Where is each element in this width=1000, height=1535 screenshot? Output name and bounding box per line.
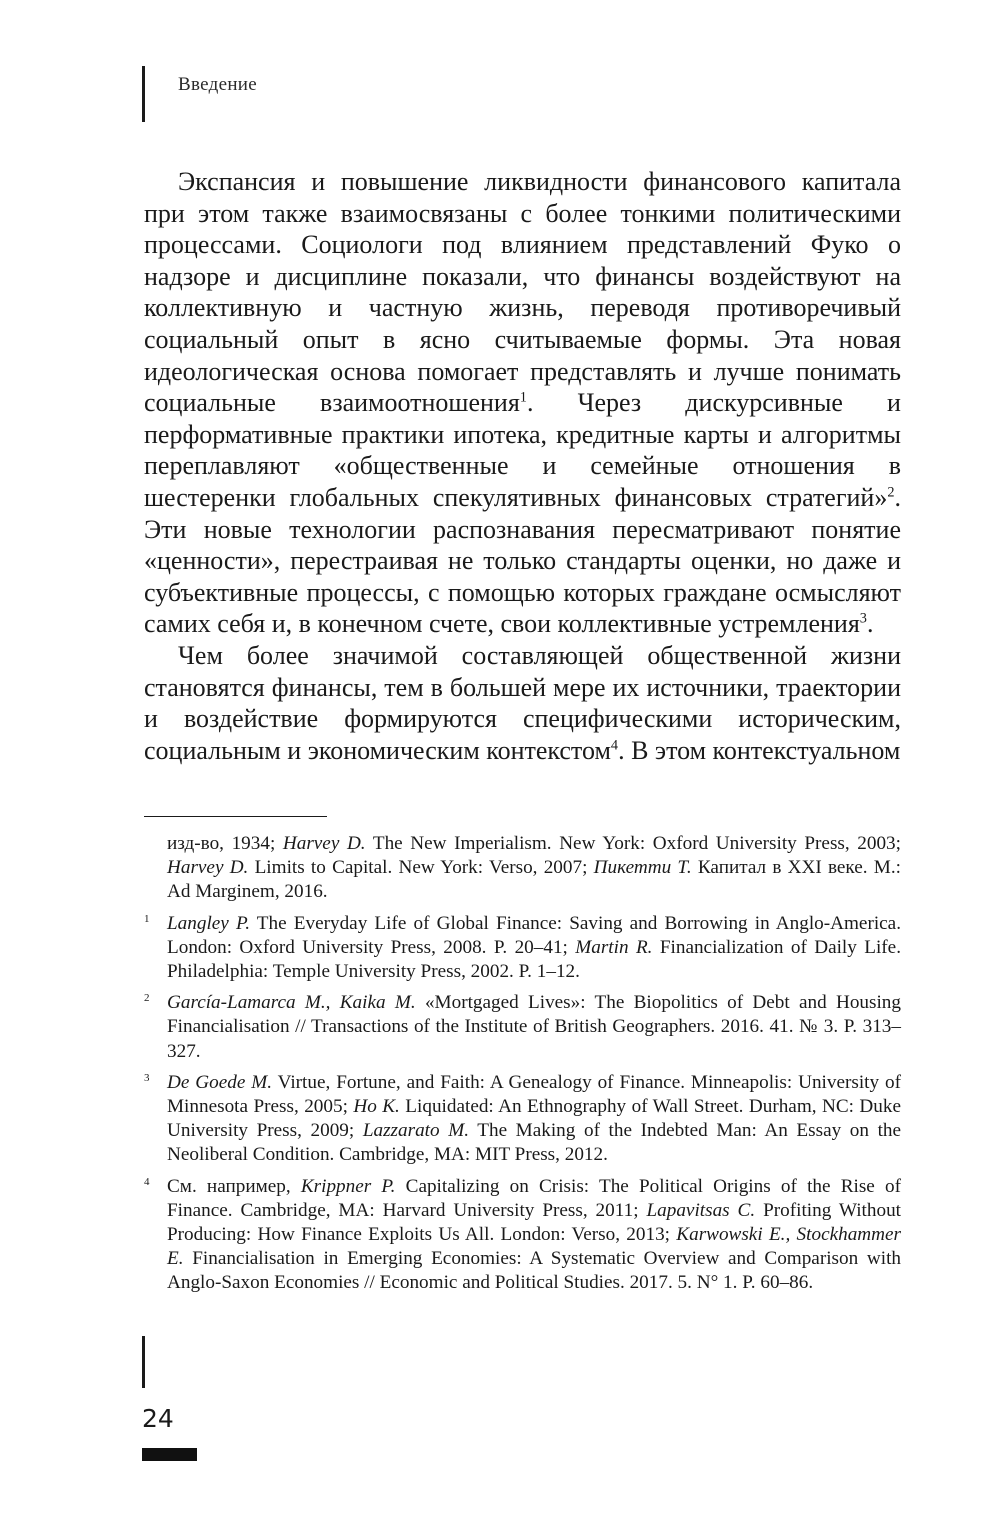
page-marker-bar — [142, 1448, 197, 1461]
footnote-number: 3 — [144, 1071, 150, 1084]
footnote-ref[interactable]: 3 — [859, 610, 867, 627]
header-rule — [142, 66, 145, 122]
footnote-ref[interactable]: 1 — [519, 389, 527, 406]
footnote-number: 2 — [144, 992, 150, 1005]
footnote: 4 См. например, Krippner P. Capitalizing on Crisis: The Political Origins of the Rise of Finance. Cambridge, MA: Harvard University Press, 2011; Lapavitsas C. Profiting Without Producing: How Finance Exploits Us All. London: Verso, 2013; Karwowski E., Stockhammer E. Financialisation in Emerging Economies: A Systematic Overview and Comparison with Anglo-Saxon Economies // Economic and Political Studies. 2017. 5. N° 1. P. 60–86. — [144, 1175, 901, 1296]
footnote-separator — [144, 816, 327, 817]
footnote: 3 De Goede M. Virtue, Fortune, and Faith: A Genealogy of Finance. Minneapolis: University of Minnesota Press, 2005; Ho K. Liquidated: An Ethnography of Wall Street. Durham, NC: Duke University Press, 2009; Lazzarato M. The Making of the Indebted Man: An Essay on the Neoliberal Condition. Cambridge, MA: MIT Press, 2012. — [144, 1071, 901, 1168]
paragraph: Чем более значимой составляющей общественной жизни становятся финансы, тем в большей мере их источники, траектории и воздействие формируются специфическими историческим, социальным и экономическим контекстом$^4$. В этом контекстуальном — [144, 640, 901, 765]
running-head: Введение — [178, 74, 257, 95]
footnote-ref[interactable]: 2 — [887, 484, 895, 501]
paragraph: Экспансия и повышение ликвидности финансового капитала при этом также взаимосвязаны с более тонкими политическими процессами. Социологи под влиянием представлений Фуко о надзоре и дисциплине показали, что финансы воздействуют на коллективную и частную жизнь, переводя противоречивый социальный опыт в ясно считываемые формы. Эта новая идеологическая основа помогает представлять и лучше понимать социальные взаимоотношения$^1$. Через дискурсивные и перформативные практики ипотека, кредитные карты и алгоритмы переплавляют «общественные и семейные отношения в шестеренки глобальных спекулятивных финансовых стратегий»$^2$. Эти новые технологии распознавания пересматривают понятие «ценности», перестраивая не только стандарты оценки, но даже и субъективные процессы, с помощью которых граждане осмысляют самих себя и, в конечном счете, свои коллективные устремления$^3$. — [144, 167, 901, 639]
footer-rule — [142, 1336, 145, 1388]
footnote: 2 García-Lamarca M., Kaika M. «Mortgaged Lives»: The Biopolitics of Debt and Housing Financialisation // Transactions of the Institute of British Geographers. 2016. 41. № 3. P. 313–327. — [144, 991, 901, 1064]
footnote: изд-во, 1934; Harvey D. The New Imperialism. New York: Oxford University Press, 2003; Harvey D. Limits to Capital. New York: Verso, 2007; Пикетти Т. Капитал в XXI веке. М.: Ad Marginem, 2016. — [167, 833, 901, 903]
footnote-number: 1 — [144, 912, 150, 925]
footnotes — [144, 832, 901, 1303]
page-number: 24 — [142, 1404, 174, 1433]
footnote-ref[interactable]: 4 — [610, 737, 619, 754]
footnote: 1 Langley P. The Everyday Life of Global Finance: Saving and Borrowing in Anglo-America. London: Oxford University Press, 2008. P. 20–41; Martin R. Financialization of Daily Life. Philadelphia: Temple University Press, 2002. P. 1–12. — [144, 912, 901, 985]
main-text — [144, 166, 901, 766]
footnote-number: 4 — [144, 1175, 150, 1188]
